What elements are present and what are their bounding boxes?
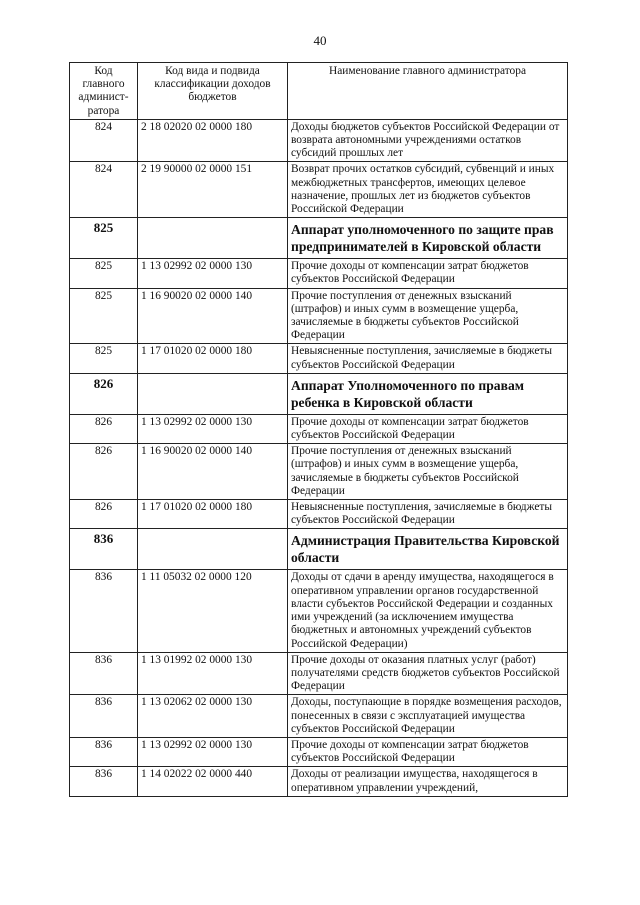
income-code-cell: 1 13 02992 02 0000 130	[138, 259, 288, 288]
admin-code-cell: 826	[70, 414, 138, 443]
admin-code-cell: 825	[70, 288, 138, 344]
income-code-cell: 1 16 90020 02 0000 140	[138, 444, 288, 500]
admin-name-cell: Прочие доходы от компенсации затрат бюджетов субъектов Российской Федерации	[288, 737, 568, 766]
admin-code-cell: 836	[70, 570, 138, 652]
table-row	[70, 444, 568, 500]
column-header-admin-code: Код главного админист-ратора	[70, 63, 138, 120]
table-row	[70, 414, 568, 443]
admin-code-cell: 826	[70, 444, 138, 500]
table-row	[70, 767, 568, 796]
table-row	[70, 344, 568, 373]
income-code-cell: 1 14 02022 02 0000 440	[138, 767, 288, 796]
income-code-cell: 1 17 01020 02 0000 180	[138, 344, 288, 373]
table-row	[70, 259, 568, 288]
admin-name-cell: Администрация Правительства Кировской области	[288, 529, 568, 570]
table-row	[70, 737, 568, 766]
admin-name-cell: Доходы, поступающие в порядке возмещения расходов, понесенных в связи с эксплуатацией имущества субъектов Российской Федерации	[288, 695, 568, 738]
admin-code-cell: 824	[70, 119, 138, 162]
page-number: 40	[313, 33, 327, 48]
table-row	[70, 288, 568, 344]
income-code-cell	[138, 218, 288, 259]
table-body	[70, 119, 568, 796]
income-code-cell: 1 13 02992 02 0000 130	[138, 737, 288, 766]
income-code-cell: 2 19 90000 02 0000 151	[138, 162, 288, 218]
admin-name-cell: Невыясненные поступления, зачисляемые в бюджеты субъектов Российской Федерации	[288, 500, 568, 529]
administrator-header-row	[70, 529, 568, 570]
table-row	[70, 162, 568, 218]
income-code-cell: 1 17 01020 02 0000 180	[138, 500, 288, 529]
admin-name-cell: Доходы бюджетов субъектов Российской Федерации от возврата автономными учреждениями остатков субсидий прошлых лет	[288, 119, 568, 162]
admin-code-cell: 836	[70, 695, 138, 738]
table-row	[70, 570, 568, 652]
admin-code-cell: 825	[70, 259, 138, 288]
table-header	[70, 63, 568, 120]
income-code-cell	[138, 529, 288, 570]
admin-code-cell: 836	[70, 737, 138, 766]
income-code-cell: 1 11 05032 02 0000 120	[138, 570, 288, 652]
admin-name-cell: Прочие доходы от оказания платных услуг (работ) получателями средств бюджетов субъектов Российской Федерации	[288, 652, 568, 695]
income-code-cell: 1 13 01992 02 0000 130	[138, 652, 288, 695]
income-code-cell: 1 13 02992 02 0000 130	[138, 414, 288, 443]
admin-name-cell: Доходы от реализации имущества, находящегося в оперативном управлении учреждений,	[288, 767, 568, 796]
income-code-cell: 1 16 90020 02 0000 140	[138, 288, 288, 344]
administrator-header-row	[70, 373, 568, 414]
income-code-cell	[138, 373, 288, 414]
admin-code-cell: 836	[70, 767, 138, 796]
admin-name-cell: Прочие доходы от компенсации затрат бюджетов субъектов Российской Федерации	[288, 259, 568, 288]
table-row	[70, 695, 568, 738]
admin-name-cell: Прочие поступления от денежных взысканий (штрафов) и иных сумм в возмещение ущерба, зачисляемые в бюджеты субъектов Российской Федерации	[288, 444, 568, 500]
administrator-header-row	[70, 218, 568, 259]
income-code-cell: 2 18 02020 02 0000 180	[138, 119, 288, 162]
admin-name-cell: Аппарат уполномоченного по защите прав предпринимателей в Кировской области	[288, 218, 568, 259]
admin-code-cell: 826	[70, 373, 138, 414]
income-admin-table	[69, 62, 568, 797]
admin-code-cell: 824	[70, 162, 138, 218]
admin-name-cell: Возврат прочих остатков субсидий, субвенций и иных межбюджетных трансфертов, имеющих целевое назначение, прошлых лет из бюджетов субъектов Российской Федерации	[288, 162, 568, 218]
column-header-income-code: Код вида и подвида классификации доходов бюджетов	[138, 63, 288, 120]
income-code-cell: 1 13 02062 02 0000 130	[138, 695, 288, 738]
table-row	[70, 652, 568, 695]
admin-name-cell: Невыясненные поступления, зачисляемые в бюджеты субъектов Российской Федерации	[288, 344, 568, 373]
admin-code-cell: 825	[70, 344, 138, 373]
table-row	[70, 500, 568, 529]
admin-name-cell: Прочие поступления от денежных взысканий (штрафов) и иных сумм в возмещение ущерба, зачисляемые в бюджеты субъектов Российской Федерации	[288, 288, 568, 344]
admin-code-cell: 836	[70, 652, 138, 695]
admin-code-cell: 836	[70, 529, 138, 570]
column-header-admin-name: Наименование главного администратора	[288, 63, 568, 120]
admin-name-cell: Аппарат Уполномоченного по правам ребенка в Кировской области	[288, 373, 568, 414]
admin-code-cell: 826	[70, 500, 138, 529]
admin-name-cell: Доходы от сдачи в аренду имущества, находящегося в оперативном управлении органов государственной власти субъектов Российской Федерации и созданных ими учреждений (за исключением имущества бюджетных и автономных учреждений субъектов Российской Федерации)	[288, 570, 568, 652]
admin-code-cell: 825	[70, 218, 138, 259]
admin-name-cell: Прочие доходы от компенсации затрат бюджетов субъектов Российской Федерации	[288, 414, 568, 443]
table-row	[70, 119, 568, 162]
